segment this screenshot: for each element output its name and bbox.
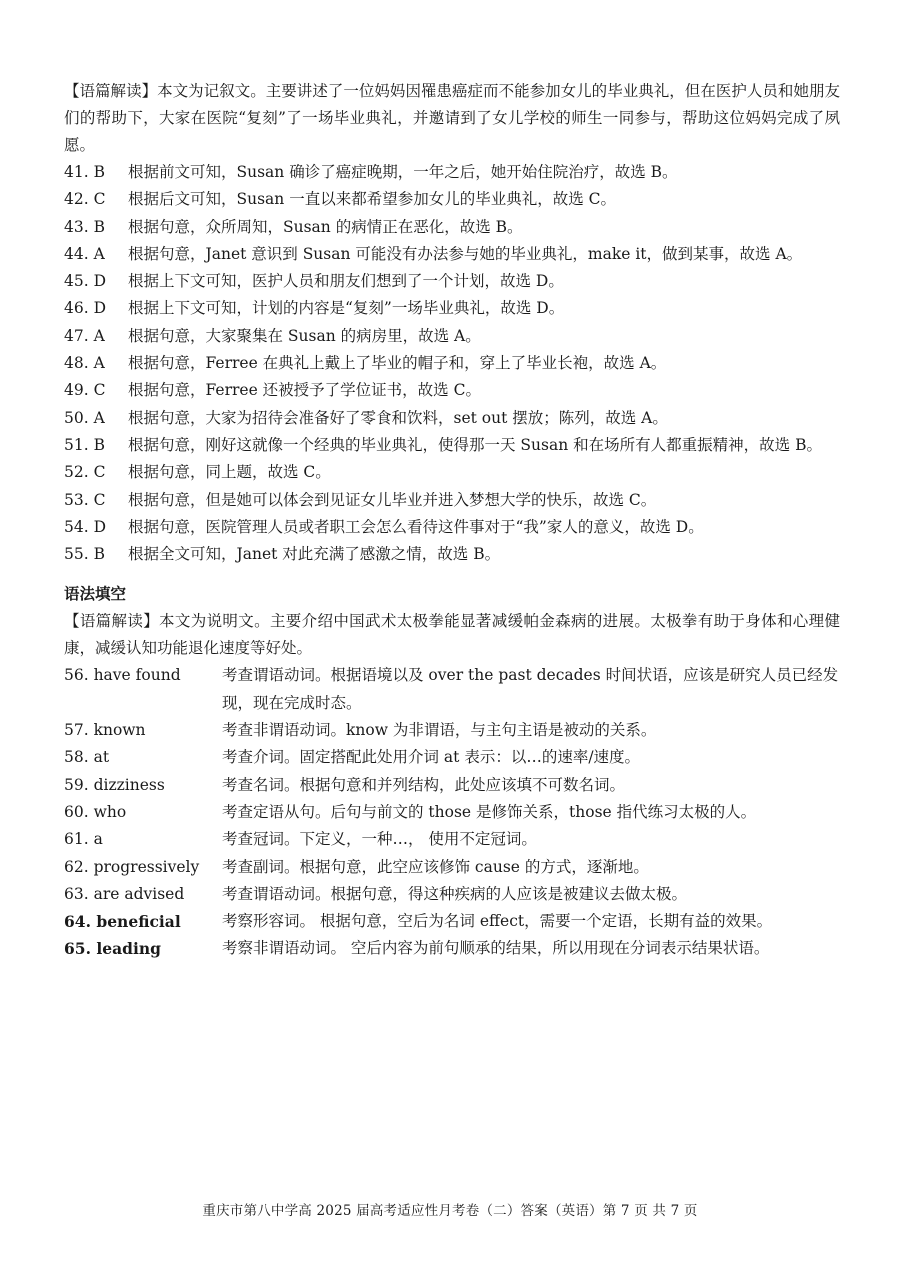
answer-explanation: 根据后文可知，Susan 一直以来都希望参加女儿的毕业典礼，故选 C。 — [128, 190, 616, 209]
answer-explanation: 根据句意，医院管理人员或者职工会怎么看待这件事对于“我”家人的意义，故选 D。 — [128, 517, 704, 536]
answer-page — [64, 78, 840, 963]
answer-number: 62. progressively — [64, 857, 200, 876]
answer-number: 44. A — [64, 244, 105, 263]
answer-item — [64, 432, 840, 459]
answer-item — [64, 854, 840, 881]
answer-explanation: 根据句意，众所周知，Susan 的病情正在恶化，故选 B。 — [128, 217, 523, 236]
answer-item — [64, 295, 840, 322]
answer-item — [64, 186, 840, 213]
answer-number: 58. at — [64, 748, 110, 767]
grammar-answer-list — [64, 662, 840, 962]
answer-explanation: 考查介词。固定搭配此处用介词 at 表示：以…的速率/速度。 — [222, 748, 641, 767]
answer-explanation: 根据句意，但是她可以体会到见证女儿毕业并进入梦想大学的快乐，故选 C。 — [128, 490, 657, 509]
answer-explanation: 考查名词。根据句意和并列结构，此处应该填不可数名词。 — [222, 775, 626, 794]
page-footer: 重庆市第八中学高 2025 届高考适应性月考卷（二）答案（英语）第 7 页 共 7 页 — [202, 1203, 698, 1219]
answer-number: 53. C — [64, 490, 106, 509]
answer-item — [64, 826, 840, 853]
answer-explanation: 根据句意，Ferree 还被授予了学位证书，故选 C。 — [128, 381, 481, 400]
answer-explanation: 根据句意，Janet 意识到 Susan 可能没有办法参与她的毕业典礼，make it，做到某事，故选 A。 — [128, 244, 803, 263]
answer-number: 65. leading — [64, 939, 161, 959]
reading-intro-part2: 【语篇解读】本文为说明文。主要介绍中国武术太极拳能显著减缓帕金森病的进展。太极拳有助于身体和心理健康，减缓认知功能退化速度等好处。 — [64, 612, 840, 658]
answer-number: 56. have found — [64, 666, 181, 685]
answer-number: 54. D — [64, 517, 107, 536]
answer-number: 50. A — [64, 408, 105, 427]
answer-number: 60. who — [64, 802, 127, 821]
answer-explanation: 考查谓语动词。根据句意，得这种疾病的人应该是被建议去做太极。 — [222, 884, 688, 903]
answer-item — [64, 881, 840, 908]
answer-explanation: 考查副词。根据句意，此空应该修饰 cause 的方式，逐渐地。 — [222, 857, 649, 876]
reading-intro-part1: 【语篇解读】本文为记叙文。主要讲述了一位妈妈因罹患癌症而不能参加女儿的毕业典礼，但在医护人员和她朋友们的帮助下，大家在医院“复刻”了一场毕业典礼，并邀请到了女儿学校的师生一同参与，帮助这位妈妈完成了夙愿。 — [64, 82, 840, 154]
answer-explanation: 考察形容词。 根据句意，空后为名词 effect，需要一个定语，长期有益的效果。 — [222, 912, 773, 931]
answer-number: 57. known — [64, 721, 146, 740]
answer-item — [64, 241, 840, 268]
answer-item — [64, 405, 840, 432]
answer-explanation: 根据句意，大家聚集在 Susan 的病房里，故选 A。 — [128, 326, 481, 345]
answer-explanation: 根据句意，Ferree 在典礼上戴上了毕业的帽子和，穿上了毕业长袍，故选 A。 — [128, 354, 667, 373]
answer-number: 48. A — [64, 354, 105, 373]
answer-item — [64, 662, 840, 717]
answer-explanation: 根据上下文可知，计划的内容是“复刻”一场毕业典礼，故选 D。 — [128, 299, 565, 318]
answer-item — [64, 323, 840, 350]
answer-item — [64, 268, 840, 295]
cloze-answer-list — [64, 159, 840, 568]
answer-item — [64, 744, 840, 771]
answer-explanation: 根据句意，同上题，故选 C。 — [128, 463, 331, 482]
answer-explanation: 根据句意，刚好这就像一个经典的毕业典礼，使得那一天 Susan 和在场所有人都重振精神，故选 B。 — [128, 435, 822, 454]
answer-number: 55. B — [64, 545, 105, 564]
answer-number: 49. C — [64, 381, 106, 400]
answer-item — [64, 459, 840, 486]
answer-number: 51. B — [64, 435, 105, 454]
answer-explanation: 考查冠词。下定义，一种…， 使用不定冠词。 — [222, 830, 537, 849]
answer-number: 42. C — [64, 190, 106, 209]
answer-item — [64, 541, 840, 568]
answer-number: 63. are advised — [64, 884, 185, 903]
answer-explanation: 根据上下文可知，医护人员和朋友们想到了一个计划，故选 D。 — [128, 272, 564, 291]
answer-explanation: 考察非谓语动词。 空后内容为前句顺承的结果，所以用现在分词表示结果状语。 — [222, 939, 770, 958]
answer-item — [64, 514, 840, 541]
answer-explanation: 根据句意，大家为招待会准备好了零食和饮料，set out 摆放；陈列，故选 A。 — [128, 408, 668, 427]
answer-number: 46. D — [64, 299, 107, 318]
answer-item — [64, 350, 840, 377]
answer-explanation: 根据全文可知，Janet 对此充满了感激之情，故选 B。 — [128, 545, 501, 564]
answer-number: 45. D — [64, 272, 107, 291]
answer-explanation: 考查定语从句。后句与前文的 those 是修饰关系，those 指代练习太极的人。 — [222, 802, 757, 821]
answer-item — [64, 214, 840, 241]
answer-item — [64, 935, 840, 962]
answer-item — [64, 908, 840, 935]
answer-number: 47. A — [64, 326, 105, 345]
answer-item — [64, 487, 840, 514]
answer-item — [64, 772, 840, 799]
answer-number: 59. dizziness — [64, 775, 165, 794]
answer-number: 43. B — [64, 217, 105, 236]
answer-number: 64. beneficial — [64, 912, 181, 932]
answer-item — [64, 717, 840, 744]
answer-explanation: 考查非谓语动词。know 为非谓语，与主句主语是被动的关系。 — [222, 721, 657, 740]
answer-item — [64, 799, 840, 826]
section-title-grammar: 语法填空 — [64, 585, 127, 604]
answer-explanation: 考查谓语动词。根据语境以及 over the past decades 时间状语，应该是研究人员已经发现，现在完成时态。 — [222, 666, 839, 712]
answer-item — [64, 159, 840, 186]
answer-number: 61. a — [64, 830, 103, 849]
answer-item — [64, 377, 840, 404]
answer-explanation: 根据前文可知，Susan 确诊了癌症晚期，一年之后，她开始住院治疗，故选 B。 — [128, 163, 678, 181]
answer-number: 41. B — [64, 163, 105, 181]
answer-number: 52. C — [64, 463, 106, 482]
